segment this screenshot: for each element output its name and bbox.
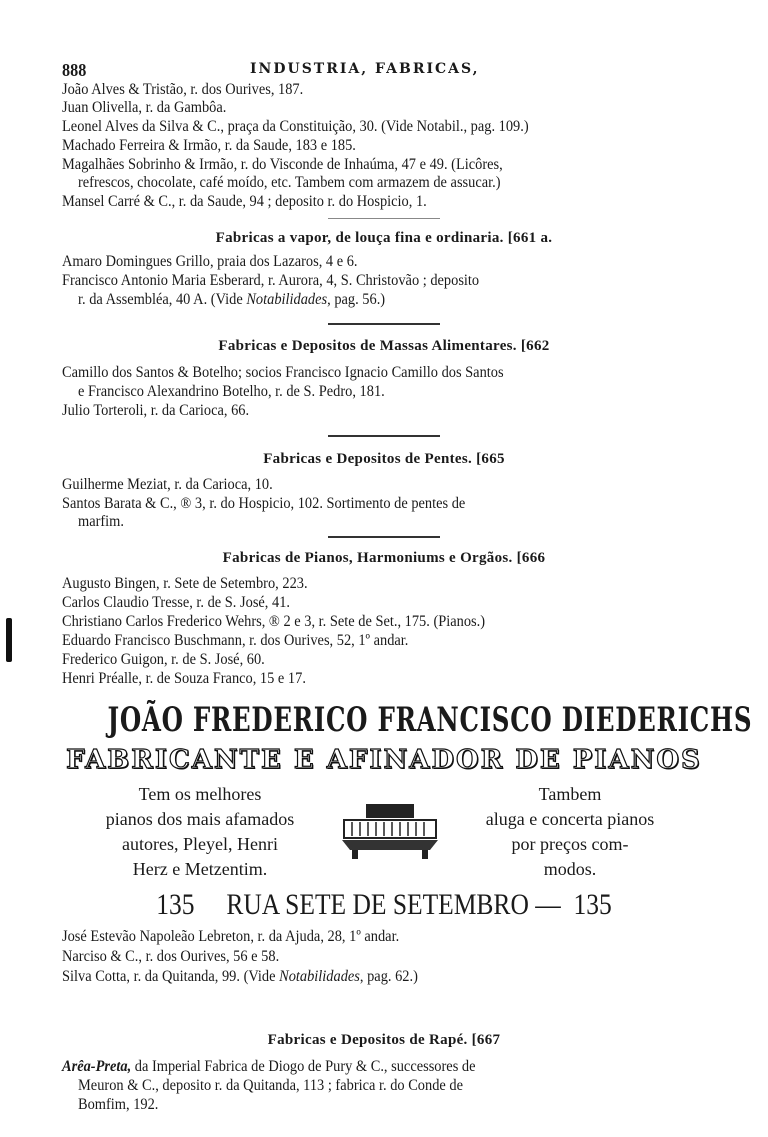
brand-italic: Arêa-Preta,: [62, 1058, 132, 1075]
advert-name: JOÃO FREDERICO FRANCISCO DIEDERICHS: [107, 700, 753, 740]
entry: João Alves & Tristão, r. dos Ourives, 187.: [62, 81, 304, 98]
margin-mark: [6, 618, 12, 662]
advert-trade: FABRICANTE E AFINADOR DE PIANOS: [66, 745, 702, 775]
advert-line: aluga e concerta pianos: [485, 809, 655, 829]
advert-left-text: [70, 782, 330, 882]
advert-line: Herz e Metzentim.: [132, 859, 268, 879]
entry-text: Silva Cotta, r. da Quitanda, 99. (Vide: [62, 968, 276, 985]
street-name: RUA SETE DE SETEMBRO —: [226, 888, 561, 921]
entry: Santos Barata & C., ® 3, r. do Hospicio, 102. Sortimento de pentes de: [62, 495, 466, 512]
advert-line: autores, Pleyel, Henri: [122, 834, 278, 854]
reference-italic: Notabilidades: [246, 291, 328, 308]
entry: Juan Olivella, r. da Gambôa.: [62, 99, 227, 116]
entry: Camillo dos Santos & Botelho; socios Francisco Ignacio Camillo dos Santos: [62, 364, 504, 381]
reference-italic: Notabilidades: [279, 968, 360, 985]
divider: [328, 435, 440, 437]
section-heading: Fabricas e Depositos de Rapé. [667: [267, 1032, 501, 1048]
entry: Narciso & C., r. dos Ourives, 56 e 58.: [62, 948, 280, 965]
entry: Christiano Carlos Frederico Wehrs, ® 2 e 3, r. Sete de Set., 175. (Pianos.): [62, 613, 486, 630]
entry: e Francisco Alexandrino Botelho, r. de S. Pedro, 181.: [78, 383, 385, 400]
entry-text: , pag. 62.): [359, 968, 418, 985]
entry: Meuron & C., deposito r. da Quitanda, 113 ; fabrica r. do Conde de: [78, 1077, 463, 1094]
piano-illustration-icon: [338, 800, 442, 860]
section-heading: Fabricas de Pianos, Harmoniums e Orgãos. [666: [222, 550, 546, 566]
entry: Francisco Antonio Maria Esberard, r. Aurora, 4, S. Christovão ; deposito: [62, 272, 480, 289]
entry: Henri Préalle, r. de Souza Franco, 15 e 17.: [62, 670, 306, 687]
entry: Carlos Claudio Tresse, r. de S. José, 41.: [62, 594, 291, 611]
page-number: 888: [62, 60, 87, 80]
running-title: INDUSTRIA, FABRICAS,: [250, 61, 480, 77]
section-heading: Fabricas e Depositos de Pentes. [665: [263, 451, 505, 467]
entry: Augusto Bingen, r. Sete de Setembro, 223.: [62, 575, 308, 592]
section-heading: Fabricas a vapor, de louça fina e ordinaria. [661 a.: [215, 230, 553, 246]
advert-line: por preços com-: [511, 834, 629, 854]
entry: refrescos, chocolate, café moído, etc. Tambem com armazem de assucar.): [78, 174, 501, 191]
entry: [62, 1058, 475, 1076]
advert-line: modos.: [543, 859, 597, 879]
divider: [328, 218, 440, 219]
entry: Bomfim, 192.: [78, 1096, 159, 1113]
entry-text: , pag. 56.): [327, 291, 386, 308]
entry: [62, 968, 418, 986]
entry: Eduardo Francisco Buschmann, r. dos Ourives, 52, 1º andar.: [62, 632, 409, 649]
entry: Machado Ferreira & Irmão, r. da Saude, 183 e 185.: [62, 137, 356, 154]
entry: Frederico Guigon, r. de S. José, 60.: [62, 651, 265, 668]
entry: José Estevão Napoleão Lebreton, r. da Ajuda, 28, 1º andar.: [62, 928, 400, 945]
advert-right-text: [450, 782, 690, 882]
entry: [78, 291, 385, 309]
section-heading: Fabricas e Depositos de Massas Alimentares. [662: [218, 338, 550, 354]
house-number: 135: [156, 888, 195, 921]
entry: Amaro Domingues Grillo, praia dos Lazaros, 4 e 6.: [62, 253, 358, 270]
entry-text: r. da Assembléa, 40 A. (Vide: [78, 291, 243, 308]
divider: [328, 323, 440, 325]
entry: Mansel Carré & C., r. da Saude, 94 ; deposito r. do Hospicio, 1.: [62, 193, 427, 210]
entry-text: da Imperial Fabrica de Diogo de Pury & C., successores de: [131, 1058, 476, 1075]
entry: marfim.: [78, 513, 124, 530]
advert-line: Tem os melhores: [138, 784, 262, 804]
advert-line: pianos dos mais afamados: [105, 809, 295, 829]
advert-line: Tambem: [538, 784, 602, 804]
entry: Guilherme Meziat, r. da Carioca, 10.: [62, 476, 273, 493]
entry: Leonel Alves da Silva & C., praça da Constituição, 30. (Vide Notabil., pag. 109.): [62, 118, 529, 135]
entry: Magalhães Sobrinho & Irmão, r. do Visconde de Inhaúma, 47 e 49. (Licôres,: [62, 156, 503, 173]
advert-address: [58, 888, 711, 922]
entry: Julio Torteroli, r. da Carioca, 66.: [62, 402, 250, 419]
divider: [328, 536, 440, 538]
house-number: 135: [573, 888, 612, 921]
